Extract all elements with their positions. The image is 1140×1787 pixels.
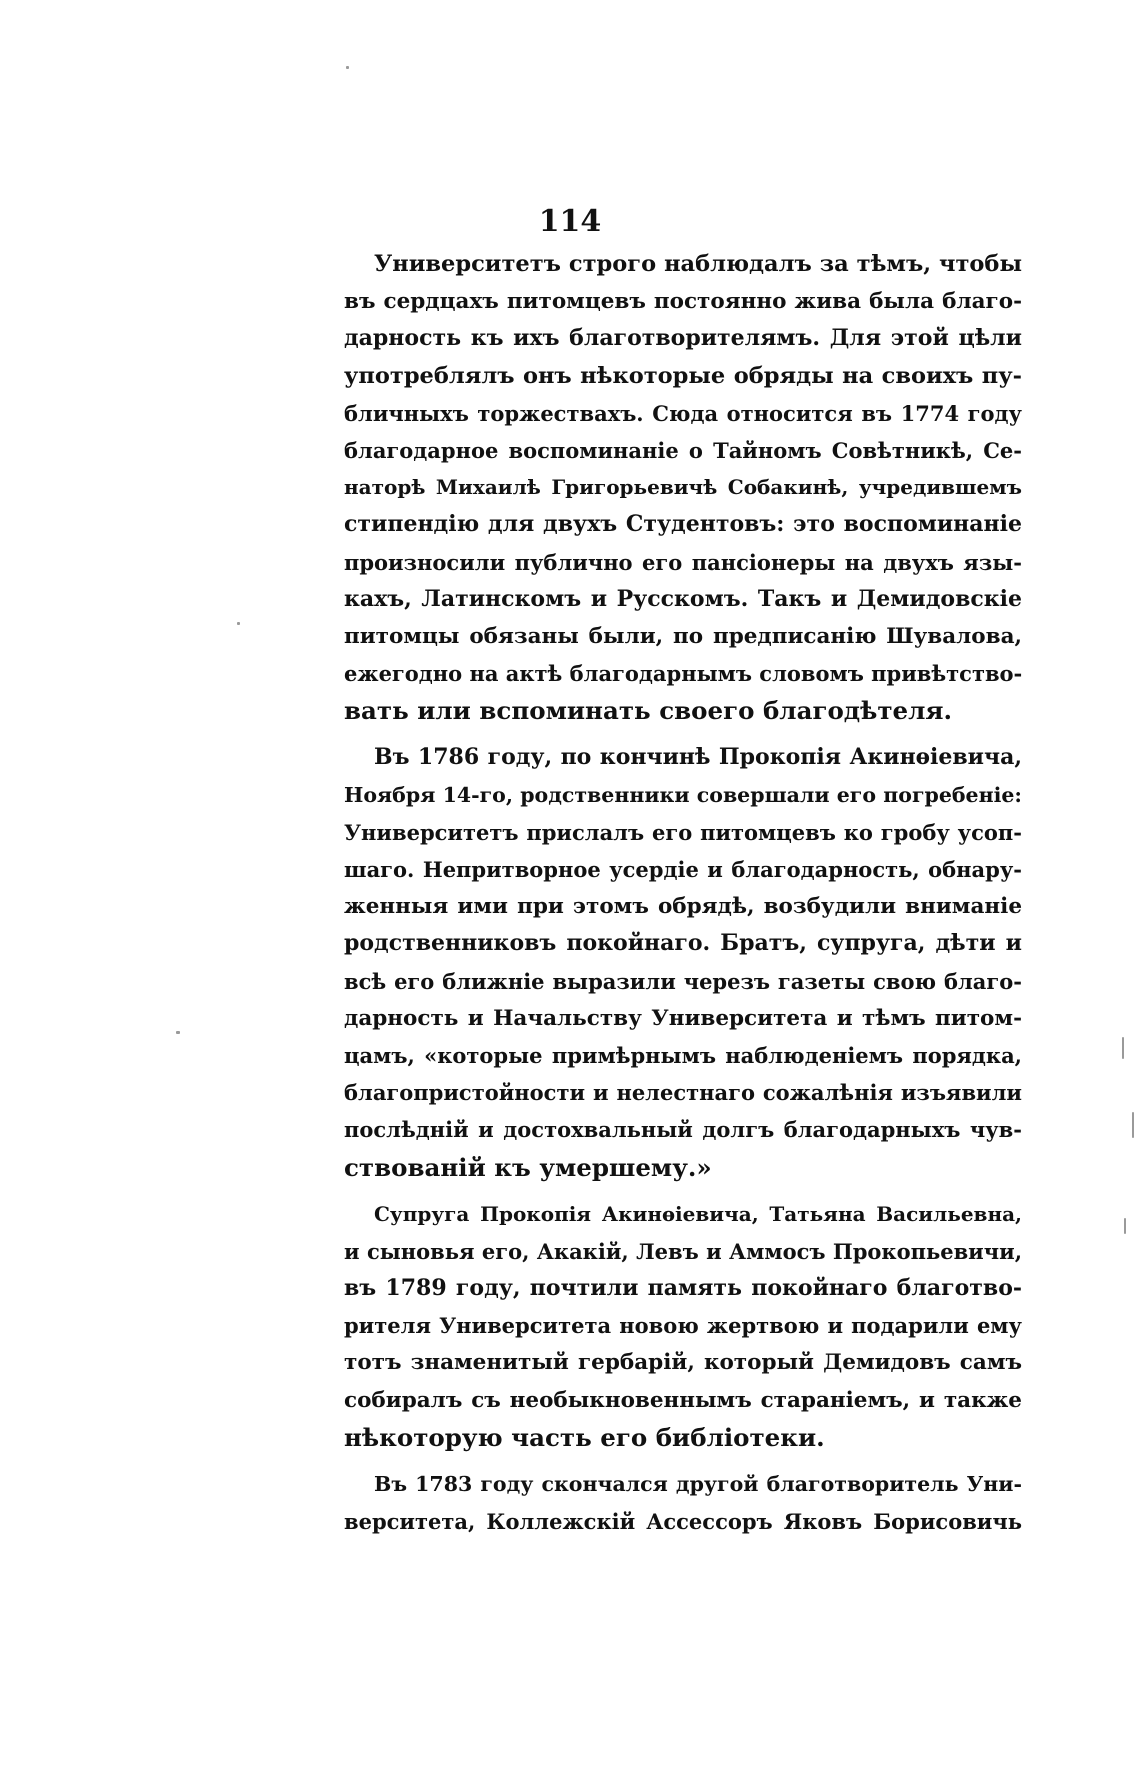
text-line: произносили публично его пансіонеры на двухъ язы- [344,549,1022,575]
paragraph-gap [344,1456,1022,1466]
text-line: тотъ знаменитый гербарій, который Демидовъ самъ [344,1350,1022,1376]
text-line: нѣкоторую часть его библіотеки. [344,1422,825,1452]
text-line: Въ 1786 году, по кончинѣ Прокопія Акинѳіевича, [374,744,1022,771]
text-line: бличныхъ торжествахъ. Сюда относится въ 1774 году [344,400,1022,426]
text-line: наторѣ Михаилѣ Григорьевичѣ Собакинѣ, учредившемъ [344,475,1022,500]
text-line: благопристойности и нелестнаго сожалѣнія изъявили [344,1080,1022,1106]
paragraph [344,1466,1022,1540]
scan-speck [1132,1112,1134,1138]
text-line: Въ 1783 году скончался другой благотворитель Уни- [374,1472,1022,1496]
text-line: послѣдній и достохвальный долгъ благодарныхъ чув- [344,1117,1022,1143]
text-line: рителя Университета новою жертвою и подарили ему [344,1313,1022,1339]
paragraph-gap [344,1186,1022,1196]
text-line: всѣ его ближніе выразили черезъ газеты свою благо- [344,968,1022,994]
scan-speck [346,66,349,69]
text-line: питомцы обязаны были, по предписанію Шувалова, [344,623,1022,649]
text-line: цамъ, «которые примѣрнымъ наблюденіемъ порядка, [344,1042,1022,1068]
text-line: Ноября 14-го, родственники совершали его погребеніе: [344,782,1022,807]
text-line: дарность къ ихъ благотворителямъ. Для этой цѣли [344,325,1022,352]
paragraph [344,246,1022,729]
scan-speck [1124,1218,1126,1234]
text-line: и сыновья его, Акакій, Левъ и Аммосъ Прокопьевичи, [344,1238,1022,1264]
text-line: въ 1789 году, почтили память покойнаго благотво- [344,1275,1022,1302]
text-line: шаго. Непритворное усердіе и благодарность, обнару- [344,857,1022,882]
text-line: собиралъ съ необыкновеннымъ стараніемъ, и также [344,1387,1022,1413]
text-line: Университетъ прислалъ его питомцевъ ко гробу усоп- [344,819,1022,845]
text-line: употреблялъ онъ нѣкоторые обряды на своихъ пу- [344,362,1022,389]
scan-speck [237,622,240,625]
paragraph [344,739,1022,1185]
scan-speck [1122,1037,1124,1059]
text-line: вать или вспоминать своего благодѣтеля. [344,696,953,726]
paragraph [344,1196,1022,1456]
text-line: дарность и Начальству Университета и тѣмъ питом- [344,1005,1022,1031]
text-line: Супруга Прокопія Акинѳіевича, Татьяна Васильевна, [374,1201,1022,1226]
paragraph-gap [344,729,1022,739]
text-line: благодарное воспоминаніе о Тайномъ Совѣтникѣ, Се- [344,437,1022,463]
text-line: кахъ, Латинскомъ и Русскомъ. Такъ и Демидовскіе [344,585,1022,612]
text-line: женныя ими при этомъ обрядѣ, возбудили вниманіе [344,894,1022,920]
body-text [344,246,1022,1540]
text-line: ежегодно на актѣ благодарнымъ словомъ привѣтство- [344,661,1022,687]
text-line: родственниковъ покойнаго. Братъ, супруга, дѣти и [344,930,1022,957]
scan-speck [176,1031,180,1034]
text-line: Университетъ строго наблюдалъ за тѣмъ, чтобы [374,251,1022,277]
text-line: ствованій къ умершему.» [344,1152,712,1182]
page-number: 114 [538,204,602,239]
text-line: въ сердцахъ питомцевъ постоянно жива была благо- [344,289,1022,315]
text-line: верситета, Коллежскій Ассессоръ Яковъ Борисовичь [344,1509,1022,1535]
text-line: стипендію для двухъ Студентовъ: это воспоминаніе [344,511,1022,538]
